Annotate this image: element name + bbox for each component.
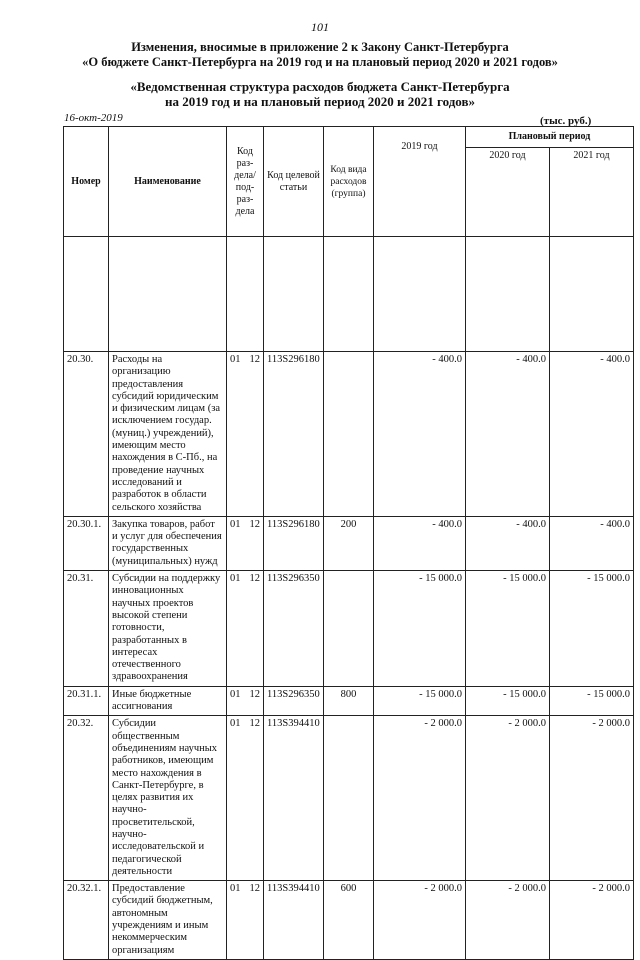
row-target-code: 113S296350	[264, 686, 324, 716]
section-code: 01	[230, 688, 241, 700]
row-name: Закупка товаров, работ и услуг для обеспечения государственных (муниципальных) нужд	[109, 516, 227, 570]
row-value-2021: - 15 000.0	[550, 686, 634, 716]
table-row	[64, 686, 634, 716]
row-value-2020: - 2 000.0	[466, 716, 550, 881]
row-value-2019: - 15 000.0	[374, 571, 466, 687]
row-value-2020: - 15 000.0	[466, 571, 550, 687]
row-name: Расходы на организацию предоставления субсидий юридическим и физическим лицам (за исключением государ. (муниц.) учреждений), имеющим место нахождения в С-Пб., на проведение научных исследований и разработок в области сельского хозяйства	[109, 352, 227, 517]
row-target-code: 113S296180	[264, 516, 324, 570]
section-code: 01	[230, 518, 241, 530]
row-section-code	[227, 716, 264, 881]
col-target-header: Код целевой статьи	[264, 127, 324, 237]
row-value-2019: - 2 000.0	[374, 881, 466, 960]
row-expense-code: 200	[324, 516, 374, 570]
row-number: 20.31.1.	[64, 686, 109, 716]
subsection-code: 12	[249, 718, 260, 730]
row-value-2020: - 400.0	[466, 352, 550, 517]
row-name: Субсидии общественным объединениям научных работников, имеющим место нахождения в Санкт-Петербурге, в целях развития их научно-просветительской, научно-исследовательской и педагогической деятельности	[109, 716, 227, 881]
subsection-code: 12	[249, 688, 260, 700]
row-expense-code	[324, 571, 374, 687]
row-number: 20.31.	[64, 571, 109, 687]
header-row-1	[64, 127, 634, 148]
row-expense-code: 600	[324, 881, 374, 960]
subtitle-line-2: на 2019 год и на плановый период 2020 и 2021 годов»	[164, 94, 475, 109]
col-number-header: Номер	[64, 127, 109, 237]
document-date: 16-окт-2019	[64, 112, 123, 124]
title-line-1: Изменения, вносимые в приложение 2 к Закону Санкт-Петербурга	[131, 40, 509, 54]
table-row	[64, 352, 634, 517]
row-value-2021: - 400.0	[550, 516, 634, 570]
row-expense-code: 800	[324, 686, 374, 716]
subsection-code: 12	[249, 573, 260, 585]
col-section-header: Код раз-дела/ под-раз-дела	[227, 127, 264, 237]
subsection-code: 12	[249, 518, 260, 530]
row-value-2019: - 400.0	[374, 516, 466, 570]
document-title	[0, 40, 640, 70]
row-number: 20.32.1.	[64, 881, 109, 960]
page-number: 101	[311, 20, 329, 34]
row-target-code: 113S296180	[264, 352, 324, 517]
subsection-code: 12	[249, 354, 260, 365]
col-expense-header: Код вида расходов (группа)	[324, 127, 374, 237]
table-row	[64, 571, 634, 687]
budget-table	[63, 126, 634, 960]
subsection-code: 12	[249, 883, 260, 895]
row-value-2020: - 400.0	[466, 516, 550, 570]
row-value-2020: - 2 000.0	[466, 881, 550, 960]
row-section-code	[227, 516, 264, 570]
col-2021-header: 2021 год	[550, 148, 634, 237]
table-row	[64, 716, 634, 881]
row-section-code	[227, 881, 264, 960]
subtitle-line-1: «Ведомственная структура расходов бюджета Санкт-Петербурга	[130, 79, 510, 94]
col-name-header: Наименование	[109, 127, 227, 237]
row-value-2019: - 400.0	[374, 352, 466, 517]
table-row	[64, 881, 634, 960]
row-expense-code	[324, 352, 374, 517]
document-subtitle	[0, 79, 640, 109]
row-value-2019: - 15 000.0	[374, 686, 466, 716]
row-value-2021: - 400.0	[550, 352, 634, 517]
row-name: Иные бюджетные ассигнования	[109, 686, 227, 716]
row-target-code: 113S394410	[264, 881, 324, 960]
row-number: 20.30.1.	[64, 516, 109, 570]
section-code: 01	[230, 573, 241, 585]
planned-period-header: Плановый период	[466, 127, 634, 148]
row-value-2021: - 2 000.0	[550, 716, 634, 881]
row-section-code	[227, 352, 264, 517]
row-name: Субсидии на поддержку инновационных научных проектов высокой степени готовности, разработанных в интересах отечественного здравоохранения	[109, 571, 227, 687]
row-name: Предоставление субсидий бюджетным, автономным учреждениям и иным некоммерческим организациям	[109, 881, 227, 960]
units-label: (тыс. руб.)	[540, 115, 592, 127]
spacer-row	[64, 237, 634, 352]
row-target-code: 113S394410	[264, 716, 324, 881]
row-value-2020: - 15 000.0	[466, 686, 550, 716]
section-code: 01	[230, 883, 241, 895]
table-row	[64, 516, 634, 570]
row-value-2021: - 2 000.0	[550, 881, 634, 960]
row-number: 20.32.	[64, 716, 109, 881]
row-value-2019: - 2 000.0	[374, 716, 466, 881]
section-code: 01	[230, 354, 241, 365]
row-expense-code	[324, 716, 374, 881]
row-target-code: 113S296350	[264, 571, 324, 687]
col-2020-header: 2020 год	[466, 148, 550, 237]
section-code: 01	[230, 718, 241, 730]
col-2019-header: 2019 год	[374, 127, 466, 237]
row-section-code	[227, 571, 264, 687]
row-value-2021: - 15 000.0	[550, 571, 634, 687]
row-section-code	[227, 686, 264, 716]
row-number: 20.30.	[64, 352, 109, 517]
title-line-2: «О бюджете Санкт-Петербурга на 2019 год и на плановый период 2020 и 2021 годов»	[82, 55, 558, 69]
